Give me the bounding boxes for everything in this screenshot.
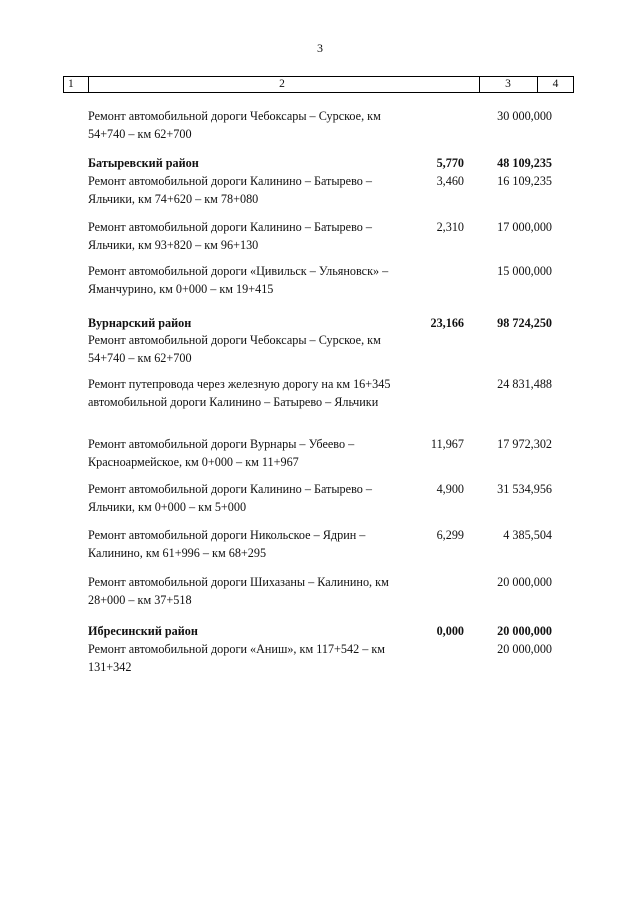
row-length: 11,967 — [430, 437, 464, 451]
district-name: Ибресинский район — [88, 624, 198, 638]
row-description: Ремонт автомобильной дороги Чебоксары – Сурское, км 54+740 – км 62+700 — [88, 109, 381, 141]
row-amount: 17 000,000 — [497, 220, 552, 234]
row-length: 6,299 — [436, 528, 464, 542]
row-length: 4,900 — [436, 482, 464, 496]
row-amount: 24 831,488 — [497, 377, 552, 391]
row-description: Ремонт автомобильной дороги Калинино – Батырево – Яльчики, км 93+820 – км 96+130 — [88, 220, 372, 252]
district-name: Вурнарский район — [88, 316, 192, 330]
district-amount: 48 109,235 — [497, 156, 552, 170]
district-length: 23,166 — [430, 316, 464, 330]
district-name: Батыревский район — [88, 156, 199, 170]
district-length: 0,000 — [436, 624, 464, 638]
header-col-3: 3 — [479, 77, 538, 92]
row-length: 2,310 — [436, 220, 464, 234]
row-amount: 20 000,000 — [497, 575, 552, 589]
row-amount: 15 000,000 — [497, 264, 552, 278]
header-col-4: 4 — [552, 78, 559, 90]
row-description: Ремонт автомобильной дороги Никольское – Ядрин – Калинино, км 61+996 – км 68+295 — [88, 528, 366, 560]
page-number: 3 — [317, 41, 323, 55]
row-description: Ремонт автомобильной дороги «Цивильск – Ульяновск» – Яманчурино, км 0+000 – км 19+415 — [88, 264, 389, 296]
row-amount: 20 000,000 — [497, 642, 552, 656]
row-amount: 17 972,302 — [497, 437, 552, 451]
row-description: Ремонт автомобильной дороги Калинино – Батырево – Яльчики, км 74+620 – км 78+080 — [88, 174, 372, 206]
row-description: Ремонт автомобильной дороги Калинино – Батырево – Яльчики, км 0+000 – км 5+000 — [88, 482, 372, 514]
header-col-2: 2 — [85, 77, 480, 92]
row-amount: 31 534,956 — [497, 482, 552, 496]
row-amount: 4 385,504 — [503, 528, 552, 542]
header-col-1: 1 — [64, 77, 89, 92]
district-length: 5,770 — [436, 156, 464, 170]
row-amount: 30 000,000 — [497, 109, 552, 123]
row-length: 3,460 — [436, 174, 464, 188]
district-amount: 98 724,250 — [497, 316, 552, 330]
row-description: Ремонт автомобильной дороги «Аниш», км 117+542 – км 131+342 — [88, 642, 386, 674]
row-description: Ремонт автомобильной дороги Шихазаны – Калинино, км 28+000 – км 37+518 — [88, 575, 389, 607]
row-description: Ремонт автомобильной дороги Чебоксары – Сурское, км 54+740 – км 62+700 — [88, 333, 381, 365]
table-header — [63, 76, 574, 93]
district-amount: 20 000,000 — [497, 624, 552, 638]
row-amount: 16 109,235 — [497, 174, 552, 188]
row-description: Ремонт путепровода через железную дорогу на км 16+345 автомобильной дороги Калинино – Батырево – Яльчики — [88, 377, 391, 409]
row-description: Ремонт автомобильной дороги Вурнары – Убеево – Красноармейское, км 0+000 – км 11+967 — [88, 437, 355, 469]
